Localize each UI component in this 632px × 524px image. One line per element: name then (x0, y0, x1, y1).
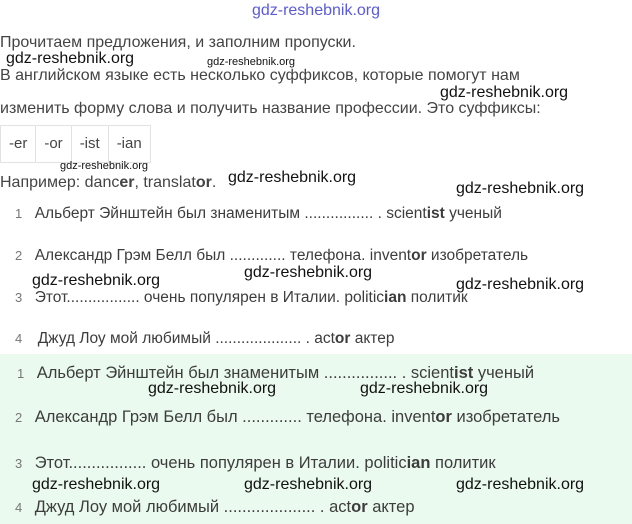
watermark: gdz-reshebnik.org (456, 180, 585, 197)
watermark: gdz-reshebnik.org (148, 380, 277, 397)
task-item (15, 289, 468, 307)
suffix-cell: -ist (71, 126, 108, 163)
answer-number: 1 (17, 366, 25, 381)
task-item (15, 247, 528, 265)
watermark: gdz-reshebnik.org (32, 272, 161, 289)
intro-line-3: изменить форму слова и получить название профессии. Это суффиксы: (0, 100, 541, 117)
example-line (0, 174, 216, 192)
item-text: Этот................. очень популярен в Италии. politician политик (34, 289, 468, 306)
answer-item (15, 498, 415, 517)
answer-item (15, 408, 560, 427)
task-item (15, 330, 394, 348)
watermark: gdz-reshebnik.org (6, 50, 135, 67)
item-number: 2 (15, 248, 23, 263)
answer-number: 2 (15, 410, 23, 425)
intro-line-2: В английском языке есть несколько суффиксов, которые помогут нам (0, 67, 520, 84)
answer-text: Джуд Лоу мой любимый .................... . actor актер (34, 498, 415, 516)
watermark: gdz-reshebnik.org (440, 84, 569, 101)
task-item (15, 205, 502, 223)
item-number: 4 (15, 331, 23, 346)
suffix-cell: -or (36, 126, 71, 163)
example-prefix: Например: danc (0, 174, 120, 191)
suffix-row (1, 126, 151, 163)
watermark: gdz-reshebnik.org (32, 476, 161, 493)
watermark: gdz-reshebnik.org (360, 380, 489, 397)
intro-line-1: Прочитаем предложения, и заполним пропуски. (0, 34, 356, 51)
watermark: gdz-reshebnik.org (207, 56, 296, 68)
suffix-cell: -er (1, 126, 36, 163)
example-end: . (211, 174, 217, 191)
suffix-cell: -ian (108, 126, 150, 163)
answer-item (15, 454, 496, 473)
site-header-title[interactable]: gdz-reshebnik.org (251, 2, 381, 19)
suffix-table (0, 125, 151, 163)
example-middle: , translat (134, 174, 196, 191)
answer-number: 3 (15, 456, 23, 471)
answer-text: Альберт Эйнштейн был знаменитым ................ . scientist ученый (36, 364, 535, 382)
item-number: 3 (15, 290, 23, 305)
example-suffix-1: er (119, 174, 135, 191)
item-text: Альберт Эйнштейн был знаменитым ................ . scientist ученый (34, 205, 502, 222)
item-number: 1 (15, 206, 23, 221)
answer-text: Этот................. очень популярен в Италии. politician политик (34, 454, 496, 472)
watermark: gdz-reshebnik.org (244, 264, 373, 281)
watermark: gdz-reshebnik.org (456, 476, 585, 493)
item-text: Джуд Лоу мой любимый .................... . actor актер (37, 330, 395, 347)
item-text: Александр Грэм Белл был ............. телефона. inventor изобретатель (34, 247, 529, 264)
watermark: gdz-reshebnik.org (456, 276, 585, 293)
answer-text: Александр Грэм Белл был ............. телефона. inventor изобретатель (34, 408, 560, 426)
watermark: gdz-reshebnik.org (244, 476, 373, 493)
example-suffix-2: or (195, 174, 212, 191)
watermark: gdz-reshebnik.org (60, 160, 149, 172)
watermark: gdz-reshebnik.org (228, 169, 357, 186)
answer-number: 4 (15, 500, 23, 515)
